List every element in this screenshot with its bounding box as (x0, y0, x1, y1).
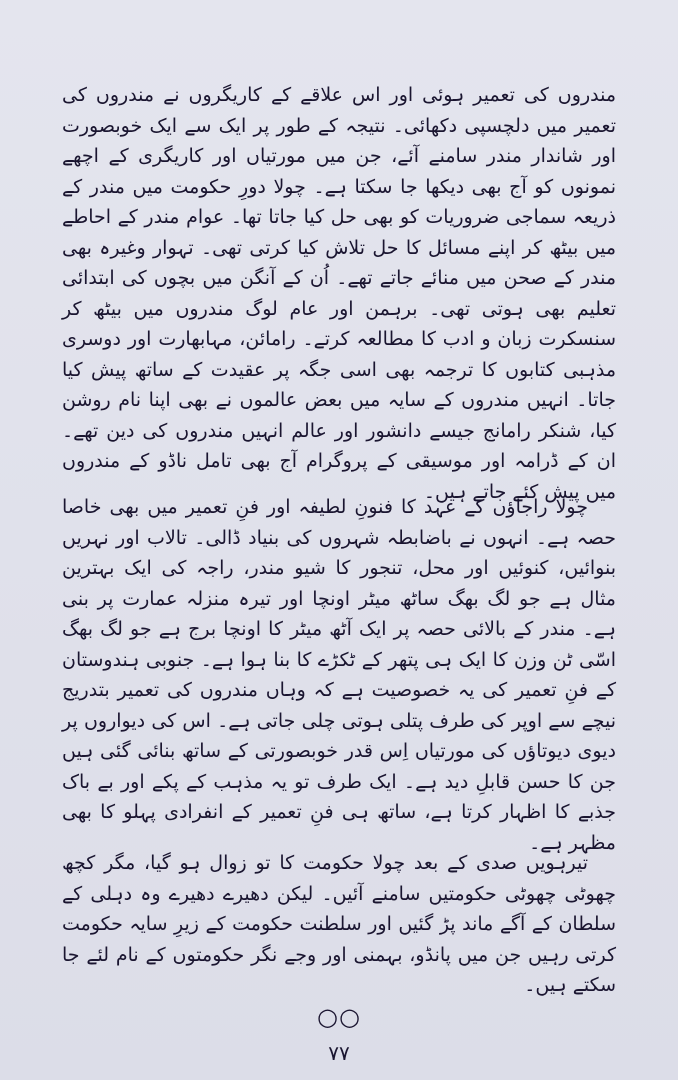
body-text (62, 492, 616, 858)
paragraph-1: مندروں کی تعمیر ہوئی اور اس علاقے کے کاریگروں نے مندروں کی تعمیر میں دلچسپی دکھائی۔ نتیجہ کے طور پر ایک سے ایک خوبصورت اور شاندار مندر سامنے آئے، جن میں مورتیاں اور کاریگری کے اچھے نمونوں کو آج بھی دیکھا جا سکتا ہے۔ چولا دورِ حکومت میں مندر کے ذریعہ سماجی ضروریات کو بھی حل کیا جاتا تھا۔ عوام مندر کے احاطے میں بیٹھ کر اپنے مسائل کا حل تلاش کیا کرتی تھی۔ تہوار وغیرہ بھی مندر کے صحن میں منائے جاتے تھے۔ اُن کے آنگن میں بچوں کی ابتدائی تعلیم بھی ہوتی تھی۔ برہمن اور عام لوگ مندروں میں بیٹھ کر سنسکرت زبان و ادب کا مطالعہ کرتے۔ رامائن، مہابھارت اور دوسری مذہبی کتابوں کا ترجمہ بھی اسی جگہ پر عقیدت کے ساتھ پیش کیا جاتا۔ انہیں مندروں کے سایہ میں بعض عالموں نے بھی اپنا نام روشن کیا، شنکر رامانج جیسے دانشور اور عالم انہیں مندروں کی دین تھے۔ ان کے ڈرامہ اور موسیقی کے پروگرام آج بھی تامل ناڈو کے مندروں میں پیش کئے جاتے ہیں۔ (62, 84, 616, 503)
paragraph-2: چولا راجاؤں کے عہد کا فنونِ لطیفہ اور فنِ تعمیر میں بھی خاصا حصہ ہے۔ انہوں نے باضابطہ شہروں کی بنیاد ڈالی۔ تالاب اور نہریں بنوائیں، کنوئیں اور محل، تنجور کا شیو مندر، راجہ کی ایک بہترین مثال ہے جو لگ بھگ ساٹھ میٹر اونچا اور تیرہ منزلہ عمارت پر بنی ہے۔ مندر کے بالائی حصہ پر ایک آٹھ میٹر کا اونچا برج ہے جو لگ بھگ اسّی ٹن وزن کا ایک ہی پتھر کے ٹکڑے کا بنا ہوا ہے۔ جنوبی ہندوستان کے فنِ تعمیر کی یہ خصوصیت ہے کہ وہاں مندروں کی تعمیر بتدریج نیچے سے اوپر کی طرف پتلی ہوتی چلی جاتی ہے۔ اس کی دیواروں پر دیوی دیوتاؤں کی مورتیاں اِس قدر خوبصورتی کے ساتھ بنائی گئی ہیں جن کا حسن قابلِ دید ہے۔ ایک طرف تو یہ مذہب کے پکے اور بے باک جذبے کا اظہار کرتا ہے، ساتھ ہی فنِ تعمیر کے انفرادی پہلو کا بھی مظہر ہے۔ (62, 496, 616, 854)
paragraph-3: تیرہویں صدی کے بعد چولا حکومت کا تو زوال ہو گیا، مگر کچھ چھوٹی چھوٹی حکومتیں سامنے آئیں۔ لیکن دھیرے دھیرے وہ دہلی کے سلطان کے آگے ماند پڑ گئیں اور سلطنت حکومت کے زیرِ سایہ حکومت کرتی رہیں جن میں پانڈو، بہمنی اور وجے نگر حکومتوں کے نام لئے جا سکتے ہیں۔ (62, 852, 616, 996)
body-text (62, 848, 616, 1001)
page-number: ۷۷ (328, 1041, 350, 1065)
body-text (62, 80, 616, 507)
section-end-ornament: ○○ (317, 1003, 361, 1031)
